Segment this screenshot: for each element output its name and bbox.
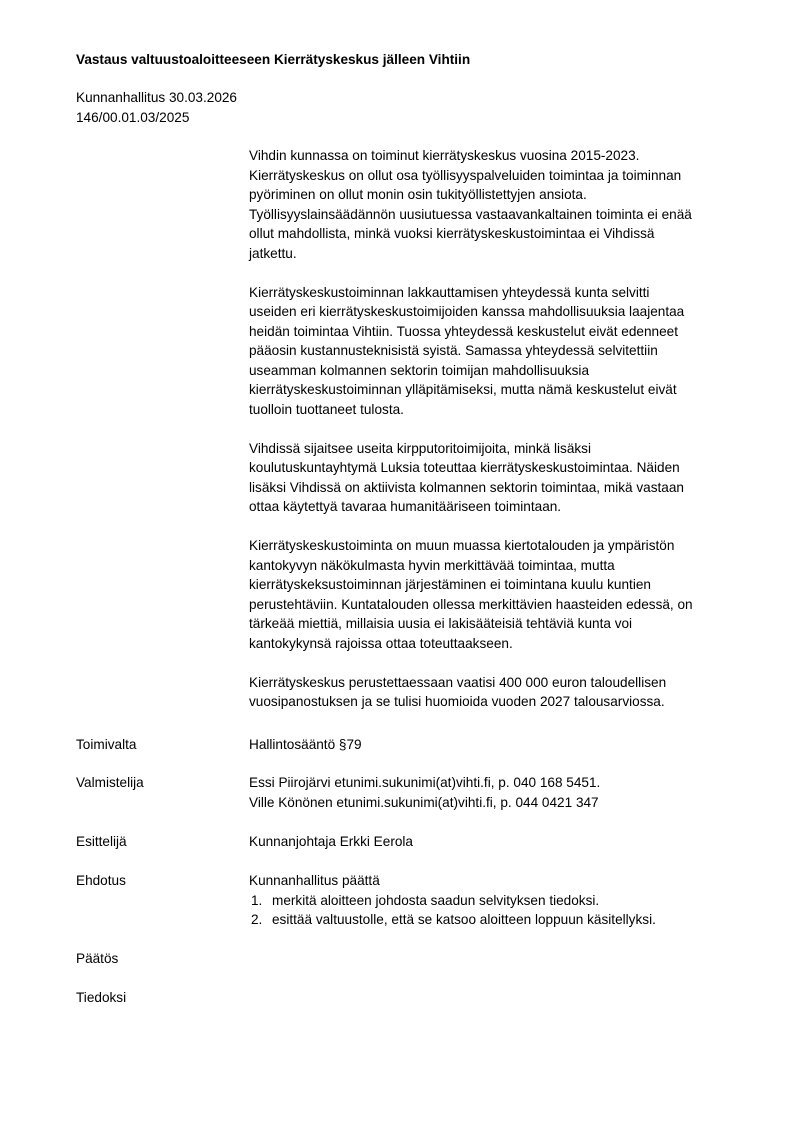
list-text: merkitä aloitteen johdosta saadun selvityksen tiedoksi. xyxy=(272,892,600,908)
proposal-intro: Kunnanhallitus päättä xyxy=(249,873,380,888)
preparer-line: Ville Könönen etunimi.sukunimi(at)vihti.fi, p. 044 0421 347 xyxy=(249,794,599,810)
paragraph xyxy=(249,673,739,712)
list-number: 1. xyxy=(251,892,263,908)
text-line: ottaa käytettyä tavaraa humanitääriseen toimintaan. xyxy=(249,499,562,514)
text-line: kantokykynsä rajoissa ottaa toteuttaakseen. xyxy=(249,635,513,651)
field-value: Kunnanjohtaja Erkki Eerola xyxy=(249,834,413,849)
text-line: useiden eri kierrätyskeskustoimijoiden kanssa mahdollisuuksia laajentaa xyxy=(249,304,685,319)
field-value: Hallintosääntö §79 xyxy=(249,737,362,752)
text-line: Työllisyyslainsäädännön uusiutuessa vastaavankaltainen toiminta ei enää xyxy=(249,206,692,222)
field-label: Ehdotus xyxy=(76,873,126,888)
text-line: Kierrätyskeskustoiminnan lakkauttamisen yhteydessä kunta selvitti xyxy=(249,284,650,300)
text-line: heidän toimintaa Vihtiin. Tuossa yhteydessä keskustelut eivät edenneet xyxy=(249,323,678,339)
list-item xyxy=(249,910,739,930)
text-line: Kierrätyskeskus on ollut osa työllisyyspalveluiden toimintaa ja toiminnan xyxy=(249,167,682,183)
paragraph xyxy=(249,283,739,420)
text-line: lisäksi Vihdissä on aktiivista kolmannen sektorin toimintaa, mikä vastaan xyxy=(249,479,684,495)
proposal-list xyxy=(249,891,739,930)
text-line: Kierrätyskeskustoiminta on muun muassa kiertotalouden ja ympäristön xyxy=(249,538,675,553)
text-line: Vihdissä sijaitsee useita kirpputoritoimijoita, minkä lisäksi xyxy=(249,440,592,456)
text-line: tuolloin tuottaneet tulosta. xyxy=(249,401,404,417)
text-line: kantokyvyn näkökulmasta hyvin merkittävää toimintaa, mutta xyxy=(249,557,615,573)
text-line: tärkeää miettiä, millaisia uusia ei lakisääteisiä tehtäviä kunta voi xyxy=(249,616,633,631)
text-line: Vihdin kunnassa on toiminut kierrätyskeskus vuosina 2015-2023. xyxy=(249,148,640,163)
meeting-info xyxy=(76,88,237,127)
text-line: jatkettu. xyxy=(249,245,297,261)
paragraph xyxy=(249,439,739,517)
field-value xyxy=(249,773,739,812)
body-text xyxy=(249,146,739,731)
preparer-line: Essi Piirojärvi etunimi.sukunimi(at)vihti.fi, p. 040 168 5451. xyxy=(249,775,601,790)
field-label: Esittelijä xyxy=(76,834,127,849)
record-id: 146/00.01.03/2025 xyxy=(76,109,190,125)
text-line: pyöriminen on ollut monin osin tukityöllistettyjen ansiota. xyxy=(249,187,587,202)
meeting-date: Kunnanhallitus 30.03.2026 xyxy=(76,90,237,105)
text-line: pääosin kustannusteknisistä syistä. Samassa yhteydessä selvitettiin xyxy=(249,343,658,358)
list-item xyxy=(249,891,739,911)
paragraph xyxy=(249,536,739,653)
text-line: useamman kolmannen sektorin toimijan mahdollisuuksia xyxy=(249,362,590,378)
text-line: kierrätyskeksustoiminnan järjestäminen ei toimintana kuulu kuntien xyxy=(249,577,651,592)
field-value xyxy=(249,871,739,930)
field-label: Toimivalta xyxy=(76,737,137,752)
paragraph xyxy=(249,146,739,263)
text-line: vuosipanostuksen ja se tulisi huomioida vuoden 2027 talousarviossa. xyxy=(249,694,665,709)
document-title: Vastaus valtuustoaloitteeseen Kierrätyskeskus jälleen Vihtiin xyxy=(76,52,471,67)
field-label: Tiedoksi xyxy=(76,990,127,1005)
list-number: 2. xyxy=(251,912,263,927)
text-line: Kierrätyskeskus perustettaessaan vaatisi 400 000 euron taloudellisen xyxy=(249,674,667,690)
text-line: perustehtäviin. Kuntatalouden ollessa merkittävien haasteiden edessä, on xyxy=(249,596,693,612)
text-line: ollut mahdollista, minkä vuoksi kierrätyskeskustoimintaa ei Vihdissä xyxy=(249,226,655,241)
text-line: koulutuskuntayhtymä Luksia toteuttaa kierrätyskeskustoimintaa. Näiden xyxy=(249,460,680,475)
list-text: esittää valtuustolle, että se katsoo aloitteen loppuun käsitellyksi. xyxy=(272,912,656,927)
field-label: Päätös xyxy=(76,951,119,966)
text-line: kierrätyskeskustoiminnan ylläpitämiseksi, mutta nämä keskustelut eivät xyxy=(249,382,677,397)
field-label: Valmistelija xyxy=(76,775,144,790)
